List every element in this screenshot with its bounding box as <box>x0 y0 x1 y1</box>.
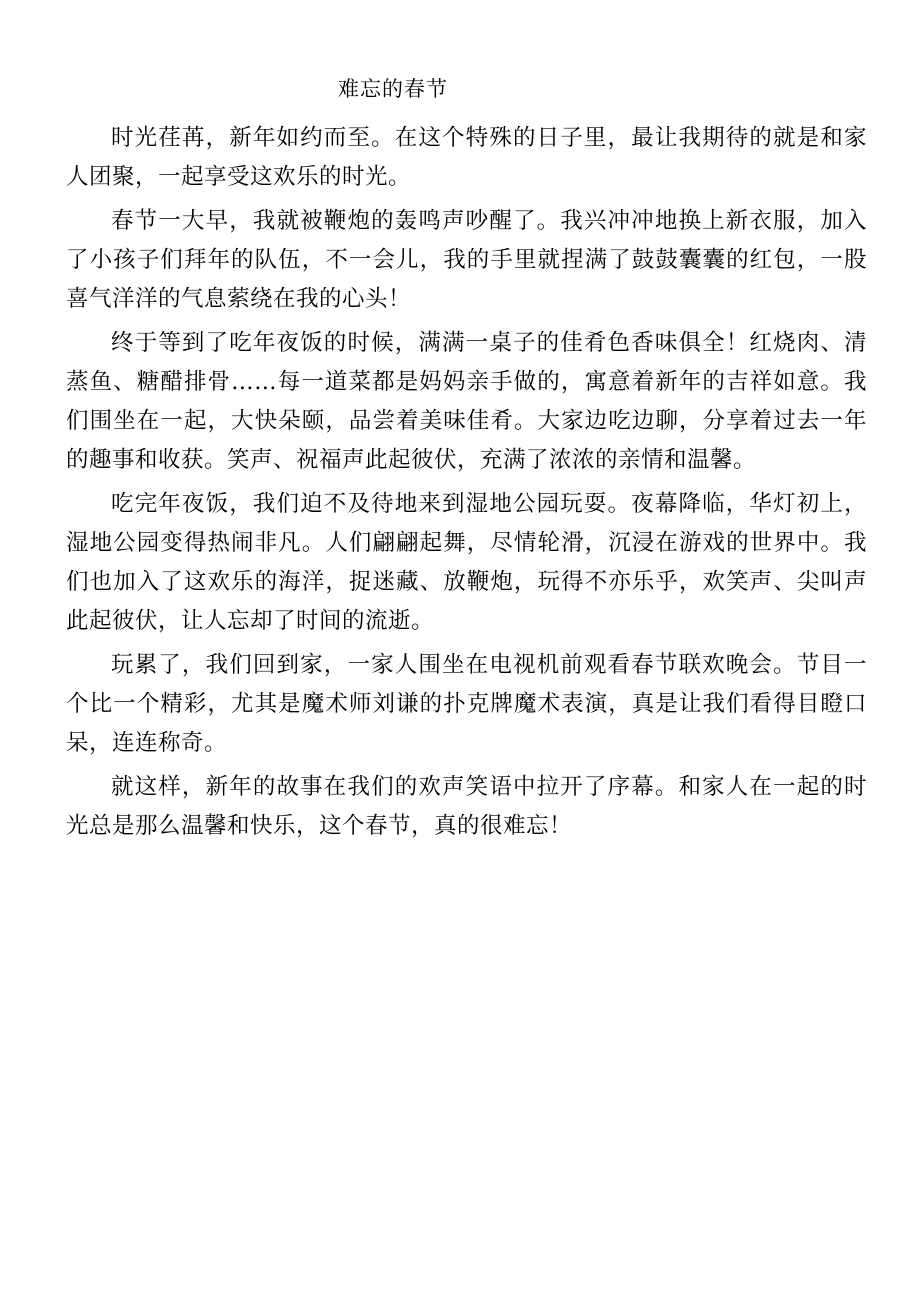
paragraph-3: 终于等到了吃年夜饭的时候，满满一桌子的佳肴色香味俱全！红烧肉、清蒸鱼、糖醋排骨……每一道菜都是妈妈亲手做的，寓意着新年的吉祥如意。我们围坐在一起，大快朵颐，品尝着美味佳肴。大家边吃边聊，分享着过去一年的趣事和收获。笑声、祝福声此起彼伏，充满了浓浓的亲情和温馨。 <box>66 330 867 473</box>
paragraph-4: 吃完年夜饭，我们迫不及待地来到湿地公园玩耍。夜幕降临，华灯初上，湿地公园变得热闹非凡。人们翩翩起舞，尽情轮滑，沉浸在游戏的世界中。我们也加入了这欢乐的海洋，捉迷藏、放鞭炮，玩得不亦乐乎，欢笑声、尖叫声此起彼伏，让人忘却了时间的流逝。 <box>66 491 867 634</box>
paragraph-5: 玩累了，我们回到家，一家人围坐在电视机前观看春节联欢晚会。节目一个比一个精彩，尤其是魔术师刘谦的扑克牌魔术表演，真是让我们看得目瞪口呆，连连称奇。 <box>66 652 867 756</box>
paragraph-2: 春节一大早，我就被鞭炮的轰鸣声吵醒了。我兴冲冲地换上新衣服，加入了小孩子们拜年的队伍，不一会儿，我的手里就捏满了鼓鼓囊囊的红包，一股喜气洋洋的气息萦绕在我的心头！ <box>66 208 867 312</box>
paragraph-1: 时光荏苒，新年如约而至。在这个特殊的日子里，最让我期待的就是和家人团聚，一起享受这欢乐的时光。 <box>66 125 867 190</box>
document-title: 难忘的春节 <box>338 77 448 101</box>
paragraph-6: 就这样，新年的故事在我们的欢声笑语中拉开了序幕。和家人在一起的时光总是那么温馨和快乐，这个春节，真的很难忘！ <box>66 774 867 839</box>
document-body <box>66 119 867 851</box>
